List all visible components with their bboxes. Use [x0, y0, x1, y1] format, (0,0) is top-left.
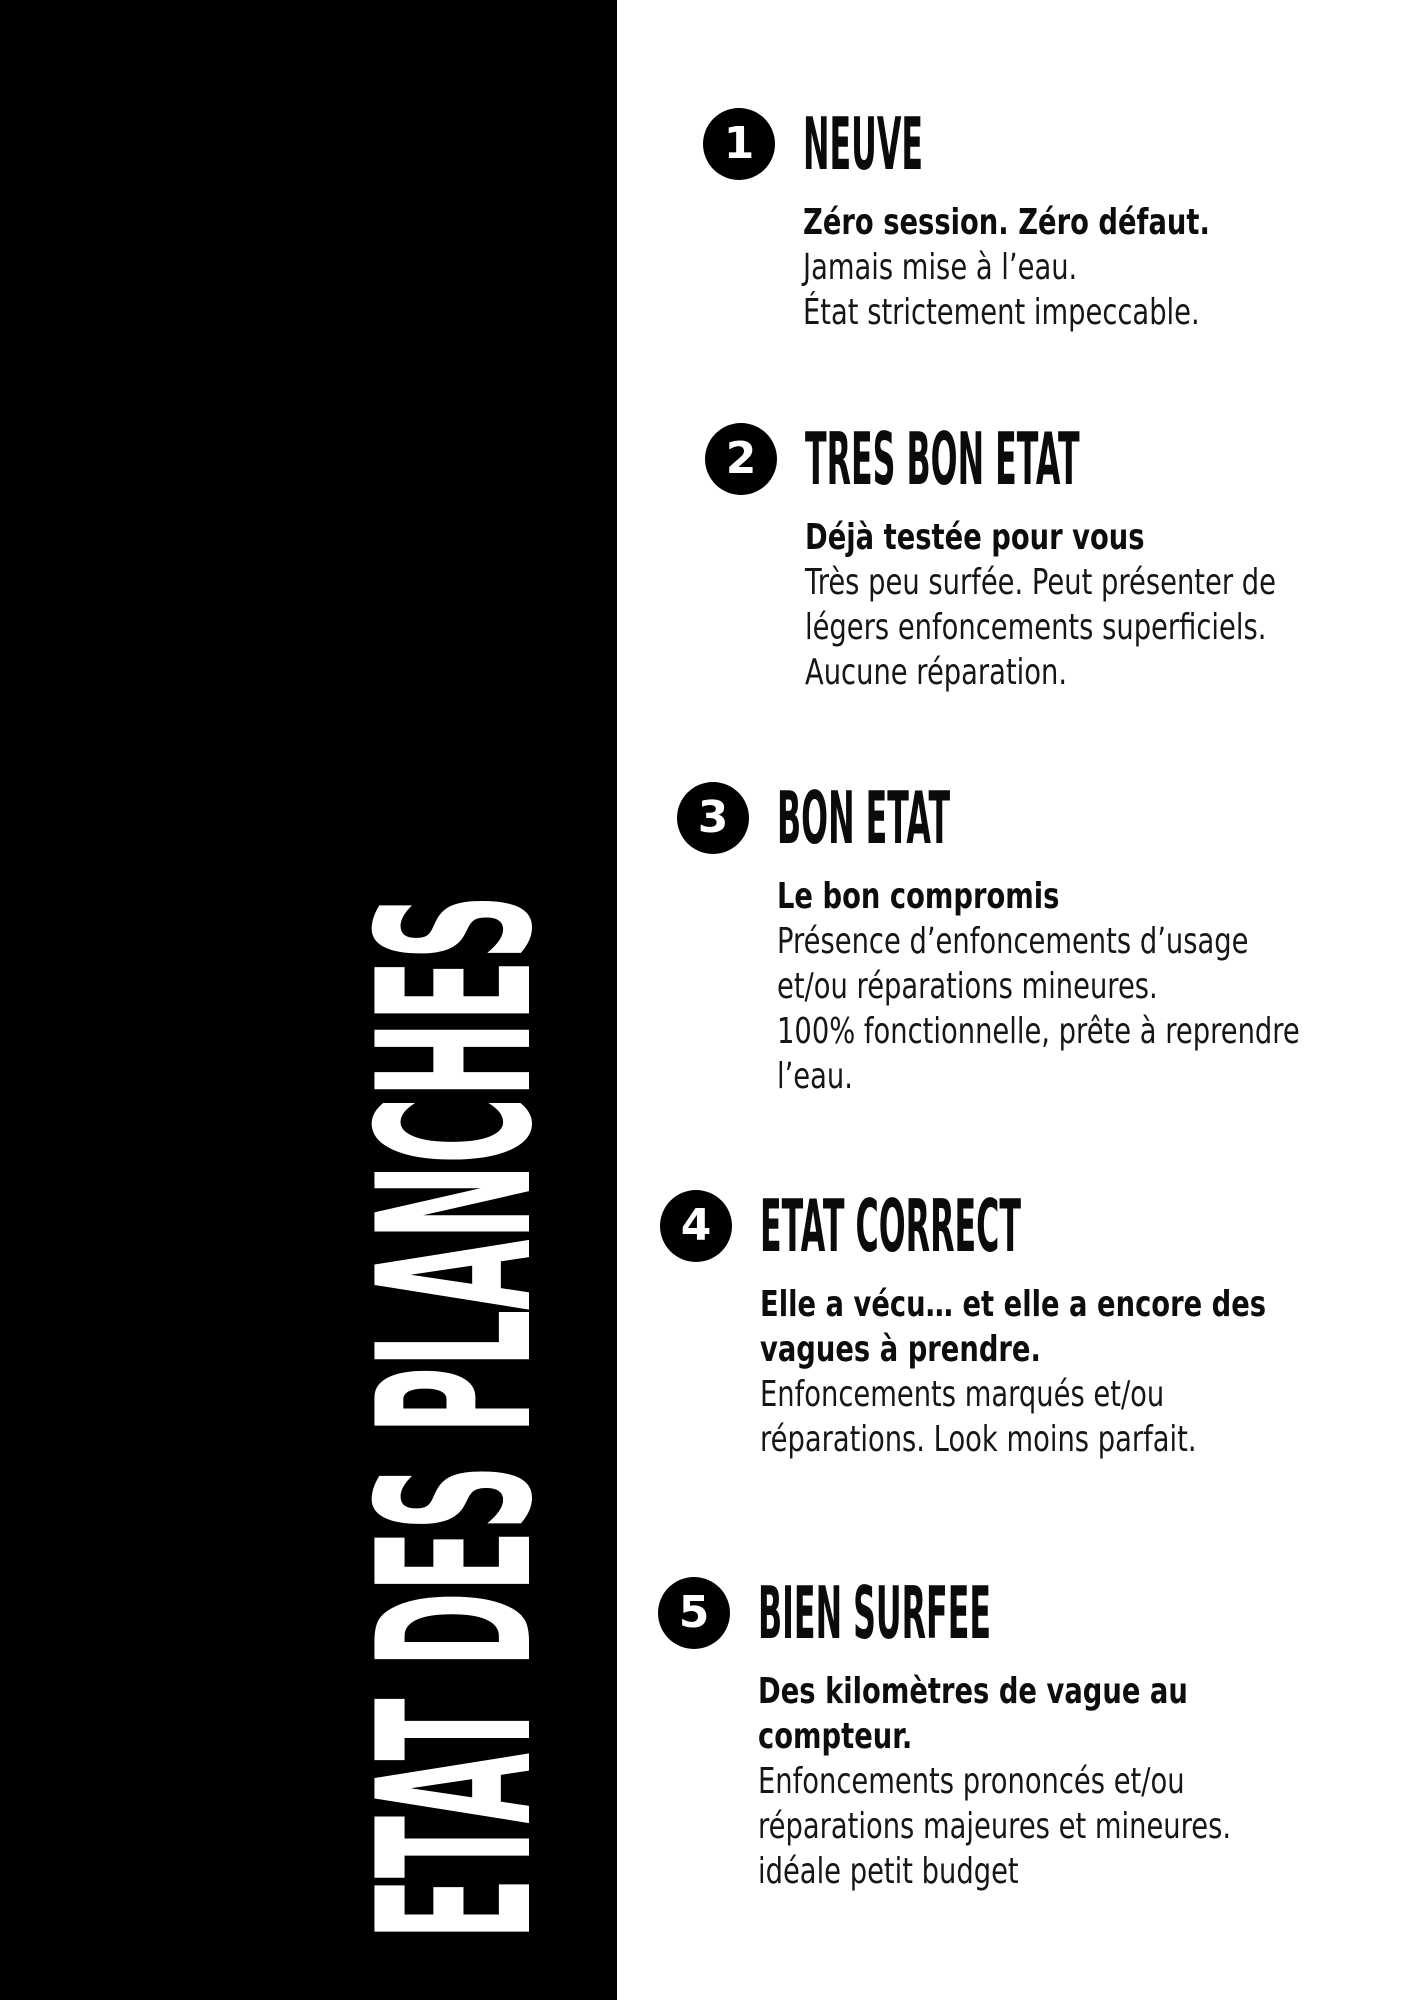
- item-number: 5: [678, 1587, 710, 1638]
- condition-item-5: [658, 1571, 1380, 1894]
- item-number: 3: [697, 792, 729, 843]
- item-body-line: réparations majeures et mineures.: [758, 1806, 1232, 1847]
- item-body: [758, 1669, 1380, 1894]
- item-title: [777, 776, 1170, 860]
- item-title-text: BIEN SURFEE: [758, 1571, 991, 1655]
- item-number: 1: [723, 118, 755, 169]
- item-body-line: l’eau.: [777, 1056, 853, 1097]
- item-title-text: ETAT CORRECT: [760, 1184, 1021, 1268]
- item-head: [677, 776, 1414, 860]
- item-body-line: État strictement impeccable.: [803, 292, 1200, 333]
- item-lead-line: Déjà testée pour vous: [805, 517, 1145, 558]
- item-body-line: Aucune réparation.: [805, 652, 1068, 693]
- vertical-title: ETAT DES PLANCHES: [332, 894, 579, 1940]
- item-number: 2: [725, 433, 757, 484]
- item-lead-line: Elle a vécu… et elle a encore des: [760, 1284, 1267, 1325]
- item-body-line: idéale petit budget: [758, 1851, 1019, 1892]
- item-number-badge: [703, 108, 775, 180]
- item-lead-line: Des kilomètres de vague au: [758, 1671, 1188, 1712]
- condition-item-3: [677, 776, 1414, 1099]
- item-body-line: 100% fonctionnelle, prête à reprendre: [777, 1011, 1300, 1052]
- item-body-line: Enfoncements marqués et/ou: [760, 1374, 1165, 1415]
- item-title-text: TRES BON ETAT: [805, 417, 1080, 501]
- item-body-line: Enfoncements prononcés et/ou: [758, 1761, 1185, 1802]
- item-lead-line: compteur.: [758, 1716, 913, 1757]
- item-lead-line: Le bon compromis: [777, 876, 1060, 917]
- item-number-badge: [705, 423, 777, 495]
- item-head: [705, 417, 1414, 501]
- item-head: [703, 102, 1338, 186]
- item-number-badge: [677, 782, 749, 854]
- item-lead-line: vagues à prendre.: [760, 1329, 1041, 1370]
- item-title: [805, 417, 1414, 501]
- item-number: 4: [680, 1200, 712, 1251]
- item-title: [758, 1571, 1288, 1655]
- item-title-text: NEUVE: [803, 102, 924, 186]
- item-title: [760, 1184, 1353, 1268]
- item-lead-line: Zéro session. Zéro défaut.: [803, 202, 1210, 243]
- item-number-badge: [660, 1190, 732, 1262]
- item-title-text: BON ETAT: [777, 776, 951, 860]
- item-body-line: Très peu surfée. Peut présenter de: [805, 562, 1276, 603]
- item-body-line: réparations. Look moins parfait.: [760, 1419, 1197, 1460]
- condition-item-1: [703, 102, 1338, 335]
- left-black-band: [0, 0, 617, 2000]
- condition-item-2: [705, 417, 1414, 695]
- condition-item-4: [660, 1184, 1414, 1462]
- item-head: [658, 1571, 1380, 1655]
- item-body: [777, 874, 1414, 1099]
- item-body-line: légers enfoncements superficiels.: [805, 607, 1267, 648]
- item-body: [803, 200, 1338, 335]
- item-body: [805, 515, 1414, 695]
- item-body-line: Jamais mise à l’eau.: [803, 247, 1078, 288]
- item-body: [760, 1282, 1414, 1462]
- item-body-line: et/ou réparations mineures.: [777, 966, 1158, 1007]
- item-head: [660, 1184, 1414, 1268]
- item-number-badge: [658, 1577, 730, 1649]
- item-title: [803, 102, 1076, 186]
- item-body-line: Présence d’enfoncements d’usage: [777, 921, 1249, 962]
